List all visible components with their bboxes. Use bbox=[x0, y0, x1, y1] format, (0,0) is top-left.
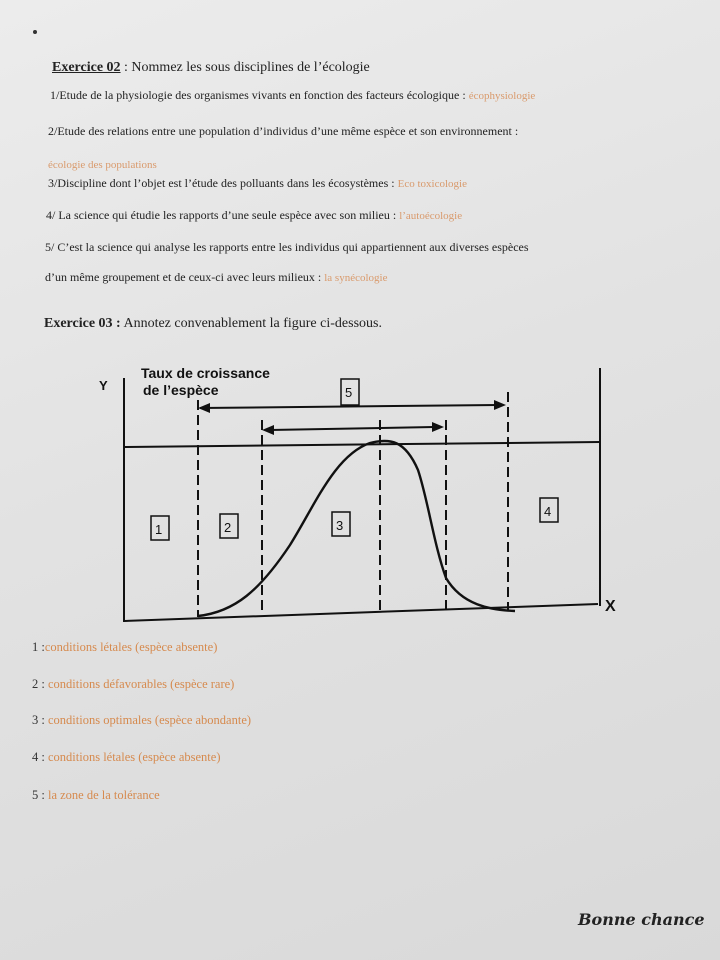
question-5-line-2: d’un même groupement et de ceux-ci avec leurs milieux : la synécologie bbox=[45, 270, 388, 284]
growth-curve bbox=[198, 441, 515, 616]
answer-2: écologie des populations bbox=[48, 159, 157, 171]
arrowhead-right-5 bbox=[494, 400, 506, 410]
answer-1: écophysiologie bbox=[468, 90, 536, 102]
optimum-arrow bbox=[270, 427, 434, 430]
box-5-label: 5 bbox=[345, 385, 353, 400]
answer-line-3: 3 : conditions optimales (espèce abondante) bbox=[32, 713, 252, 727]
answer-5: la synécologie bbox=[324, 272, 388, 284]
y-label-line-2: de l’espèce bbox=[143, 382, 219, 398]
y-label-line-1: Taux de croissance bbox=[141, 365, 270, 381]
answer-line-4: 4 : conditions létales (espèce absente) bbox=[32, 750, 221, 764]
closing-note: Bonne chance bbox=[578, 910, 705, 929]
box-4-label: 4 bbox=[544, 504, 552, 519]
arrowhead-left-5 bbox=[198, 403, 210, 413]
x-axis-line bbox=[124, 604, 598, 621]
box-2-label: 2 bbox=[224, 520, 232, 535]
answer-line-1: 1 :conditions létales (espèce absente) bbox=[32, 640, 218, 654]
question-2: 2/Etude des relations entre une population d’individus d’une même espèce et son environnement : bbox=[48, 124, 519, 138]
question-4: 4/ La science qui étudie les rapports d’une seule espèce avec son milieu : l’autoécologie bbox=[46, 208, 463, 222]
question-5-line-1: 5/ C’est la science qui analyse les rapports entre les individus qui appartiennent aux diverses espèces bbox=[45, 240, 529, 254]
x-axis-label: X bbox=[605, 598, 616, 615]
arrowhead-left-opt bbox=[262, 425, 274, 435]
arrowhead-right-opt bbox=[432, 422, 444, 432]
question-1: 1/Etude de la physiologie des organismes vivants en fonction des facteurs écologique : écophysiologie bbox=[50, 88, 536, 102]
question-3: 3/Discipline dont l’objet est l’étude des polluants dans les écosystèmes : Eco toxicologie bbox=[48, 176, 467, 190]
answer-4: l’autoécologie bbox=[399, 210, 463, 222]
exercise-02-title: Exercice 02 : Nommez les sous disciplines de l’écologie bbox=[52, 60, 370, 75]
answer-line-5: 5 : la zone de la tolérance bbox=[32, 788, 160, 802]
answer-line-2: 2 : conditions défavorables (espèce rare) bbox=[32, 677, 235, 691]
box-1-label: 1 bbox=[155, 522, 163, 537]
box-3-label: 3 bbox=[336, 518, 344, 533]
answer-3: Eco toxicologie bbox=[397, 178, 467, 190]
y-axis-label: Y bbox=[99, 378, 108, 393]
exercise-03-title: Exercice 03 : Annotez convenablement la figure ci-dessous. bbox=[44, 316, 382, 331]
